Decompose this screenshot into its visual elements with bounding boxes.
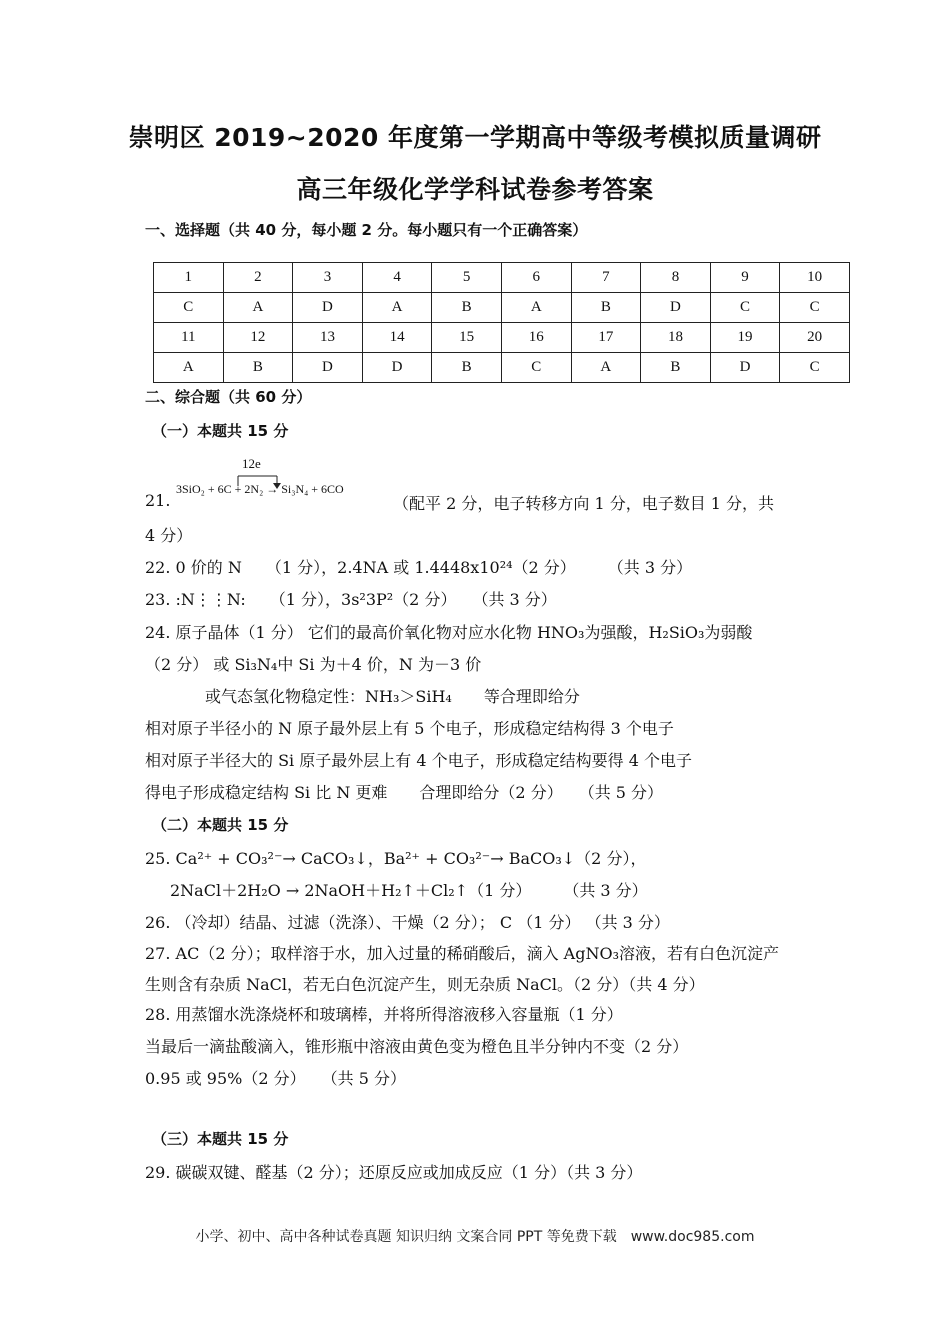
table-cell: B <box>571 293 641 323</box>
table-cell: 13 <box>293 323 363 353</box>
q27-answer-line1: 27. AC（2 分）；取样溶于水，加入过量的稀硝酸后，滴入 AgNO₃溶液，若有白色沉淀产 <box>145 944 780 963</box>
q24-answer-line4: 相对原子半径小的 N 原子最外层上有 5 个电子，形成稳定结构得 3 个电子 <box>145 719 674 738</box>
table-cell: 18 <box>641 323 711 353</box>
document-title: 崇明区 2019~2020 年度第一学期高中等级考模拟质量调研 <box>128 123 822 152</box>
table-cell: D <box>710 353 780 383</box>
q25-answer-line2: 2NaCl＋2H₂O → 2NaOH＋H₂↑＋Cl₂↑（1 分） （共 3 分） <box>170 881 648 900</box>
table-cell: 9 <box>710 263 780 293</box>
table-cell: 10 <box>780 263 850 293</box>
table-cell: 7 <box>571 263 641 293</box>
table-row <box>154 263 850 293</box>
q24-answer-line3: 或气态氢化物稳定性：NH₃＞SiH₄ 等合理即给分 <box>205 687 580 706</box>
table-cell: 1 <box>154 263 224 293</box>
q21-note-cont: 4 分） <box>145 526 193 545</box>
part3-heading: （三）本题共 15 分 <box>152 1130 289 1148</box>
table-row <box>154 353 850 383</box>
table-cell: B <box>432 353 502 383</box>
q27-answer-line2: 生则含有杂质 NaCl，若无白色沉淀产生，则无杂质 NaCl。（2 分）（共 4 分） <box>145 975 705 994</box>
q28-answer-line3: 0.95 或 95%（2 分） （共 5 分） <box>145 1069 406 1088</box>
q21-note: （配平 2 分，电子转移方向 1 分，电子数目 1 分，共 <box>393 494 775 513</box>
table-cell: 19 <box>710 323 780 353</box>
table-cell: D <box>293 353 363 383</box>
q29-answer: 29. 碳碳双键、醛基（2 分）；还原反应或加成反应（1 分）（共 3 分） <box>145 1163 643 1182</box>
table-cell: A <box>154 353 224 383</box>
table-cell: B <box>641 353 711 383</box>
table-cell: B <box>223 353 293 383</box>
equation-text: 3SiO₂ + 6C + 2N₂ → Si₃N₄ + 6CO <box>176 482 344 496</box>
q24-answer-line2: （2 分） 或 Si₃N₄中 Si 为＋4 价，N 为－3 价 <box>145 655 482 674</box>
table-cell: 15 <box>432 323 502 353</box>
answer-table <box>153 262 850 383</box>
part2-heading: （二）本题共 15 分 <box>152 816 289 834</box>
table-cell: 8 <box>641 263 711 293</box>
table-cell: 6 <box>501 263 571 293</box>
table-cell: D <box>293 293 363 323</box>
table-cell: 14 <box>362 323 432 353</box>
table-cell: 12 <box>223 323 293 353</box>
table-cell: 17 <box>571 323 641 353</box>
q28-answer-line1: 28. 用蒸馏水洗涤烧杯和玻璃棒，并将所得溶液移入容量瓶（1 分） <box>145 1005 623 1024</box>
table-cell: C <box>710 293 780 323</box>
table-row <box>154 323 850 353</box>
table-cell: 16 <box>501 323 571 353</box>
part1-heading: （一）本题共 15 分 <box>152 422 289 440</box>
electron-count: 12e <box>242 456 261 471</box>
q24-answer-line1: 24. 原子晶体（1 分） 它们的最高价氧化物对应水化物 HNO₃为强酸，H₂SiO₃为弱酸 <box>145 623 753 642</box>
q26-answer: 26. （冷却）结晶、过滤（洗涤）、干燥（2 分）； C （1 分） （共 3 分） <box>145 913 670 932</box>
q24-answer-line5: 相对原子半径大的 Si 原子最外层上有 4 个电子，形成稳定结构要得 4 个电子 <box>145 751 692 770</box>
table-row <box>154 293 850 323</box>
table-cell: 4 <box>362 263 432 293</box>
table-cell: 11 <box>154 323 224 353</box>
q28-answer-line2: 当最后一滴盐酸滴入，锥形瓶中溶液由黄色变为橙色且半分钟内不变（2 分） <box>145 1037 689 1056</box>
table-cell: 5 <box>432 263 502 293</box>
table-cell: 2 <box>223 263 293 293</box>
table-cell: B <box>432 293 502 323</box>
footer-banner: 小学、初中、高中各种试卷真题 知识归纳 文案合同 PPT 等免费下载 www.doc985.com <box>195 1229 755 1245</box>
table-cell: C <box>154 293 224 323</box>
table-cell: C <box>780 353 850 383</box>
table-cell: C <box>780 293 850 323</box>
section2-heading: 二、综合题（共 60 分） <box>145 388 312 406</box>
table-cell: A <box>571 353 641 383</box>
q21-number: 21. <box>145 491 171 510</box>
redox-equation <box>176 456 386 504</box>
document-subtitle: 高三年级化学学科试卷参考答案 <box>296 175 654 204</box>
table-cell: A <box>362 293 432 323</box>
q25-answer-line1: 25. Ca²⁺ + CO₃²⁻→ CaCO₃↓，Ba²⁺ + CO₃²⁻→ BaCO₃↓（2 分）， <box>145 849 647 868</box>
table-cell: D <box>641 293 711 323</box>
section1-heading: 一、选择题（共 40 分，每小题 2 分。每小题只有一个正确答案） <box>145 221 588 239</box>
table-cell: A <box>223 293 293 323</box>
q24-answer-line6: 得电子形成稳定结构 Si 比 N 更难 合理即给分（2 分） （共 5 分） <box>145 783 664 802</box>
table-cell: A <box>501 293 571 323</box>
q23-answer: 23. :N⋮⋮N: （1 分），3s²3P²（2 分） （共 3 分） <box>145 590 557 609</box>
table-cell: 3 <box>293 263 363 293</box>
table-cell: D <box>362 353 432 383</box>
table-cell: C <box>501 353 571 383</box>
table-cell: 20 <box>780 323 850 353</box>
q22-answer: 22. 0 价的 N （1 分），2.4NA 或 1.4448x10²⁴（2 分） （共 3 分） <box>145 558 693 577</box>
